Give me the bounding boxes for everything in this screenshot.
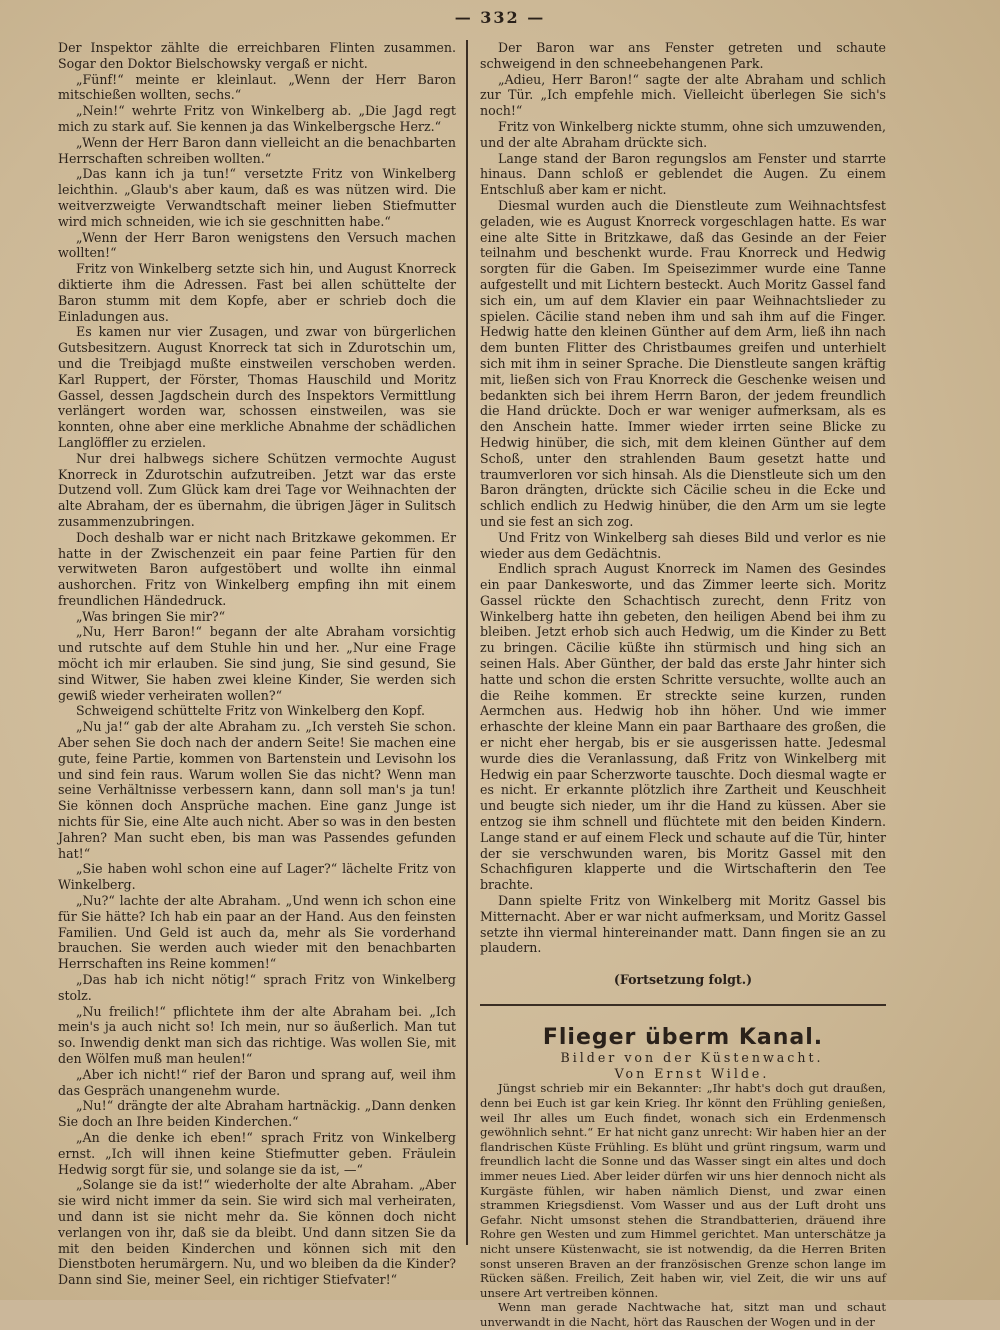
- article-body: [480, 1081, 886, 1329]
- paragraph: „Fünf!“ meinte er kleinlaut. „Wenn der Herr Baron mitschießen wollten, sechs.“: [58, 71, 456, 103]
- paragraph: Lange stand der Baron regungslos am Fenster und starrte hinaus. Dann schloß er geblendet die Augen. Zu einem Entschluß aber kam er nicht.: [480, 150, 886, 198]
- paragraph: Endlich sprach August Knorreck im Namen des Gesindes ein paar Dankesworte, und das Zimmer leerte sich. Moritz Gassel rückte den Schachtisch zurecht, denn Fritz von Winkelberg hatte ihn gebeten, den heiligen Abend bei ihm zu bleiben. Jetzt erhob sich auch Hedwig, um die Kinder zu Bett zu bringen. Cäcilie küßte ihn stürmisch und hing sich an seinen Hals. Aber Günther, der bald das erste Jahr hinter sich hatte und schon die ersten Schritte versuchte, wollte auch an die Reihe kommen. Er streckte seine kurzen, runden Aermchen aus. Hedwig hob ihn höher. Und wie immer erhaschte der kleine Mann ein paar Barthaare des großen, die er nicht eher hergab, bis er sie ausgerissen hatte. Jedesmal wurde dies die Veranlassung, daß Fritz von Winkelberg mit Hedwig ein paar Scherzworte tauschte. Doch diesmal wagte er es nicht. Er erkannte plötzlich ihre Zartheit und Keuschheit und beugte sich nieder, um ihr die Hand zu küssen. Aber sie entzog sie ihm schnell und flüchtete mit den beiden Kindern. Lange stand er auf einem Fleck und schaute auf die Tür, hinter der sie verschwunden waren, bis Moritz Gassel mit den Schachfiguren klapperte und die Wirtschafterin den Tee brachte.: [480, 561, 886, 893]
- paragraph: „Wenn der Herr Baron wenigstens den Versuch machen wollten!“: [58, 229, 456, 261]
- section-divider: [480, 1004, 886, 1006]
- paragraph: Diesmal wurden auch die Dienstleute zum Weihnachtsfest geladen, wie es August Knorreck vorgeschlagen hatte. Es war eine alte Sitte in Britzkawe, daß das Gesinde an der Feier teilnahm und beschenkt wurde. Frau Knorreck und Hedwig sorgten für die Gaben. Im Speisezimmer wurde eine Tanne aufgestellt und mit Lichtern besteckt. Auch Moritz Gassel fand sich ein, um auf dem Klavier ein paar Weihnachtslieder zu spielen. Cäcilie stand neben ihm und sah ihm auf die Finger. Hedwig hatte den kleinen Günther auf dem Arm, ließ ihn nach dem bunten Flitter des Christbaumes greifen und unterhielt sich mit ihm in seiner Sprache. Die Dienstleute sangen kräftig mit, ließen sich von Frau Knorreck die Geschenke weisen und bedankten sich bei ihrem Herrn Baron, der jedem freundlich die Hand drückte. Doch er war weniger aufmerksam, als es den Anschein hatte. Immer wieder irrten seine Blicke zu Hedwig hinüber, die sich, mit dem kleinen Günther auf dem Schoß, unter den strahlenden Baum gesetzt hatte und traumverloren vor sich hinsah. Als die Dienstleute sich um den Baron drängten, drückte sich Cäcilie scheu in die Ecke und schlich endlich zu Hedwig hinüber, die den Arm um sie legte und sie fest an sich zog.: [480, 197, 886, 529]
- article-title: Flieger überm Kanal.: [542, 1025, 824, 1051]
- paragraph: „Nu, Herr Baron!“ begann der alte Abraham vorsichtig und rutschte auf dem Stuhle hin und her. „Nur eine Frage möcht ich mir erlauben. Sie sind jung, Sie sind gesund, Sie sind Witwer, Sie haben zwei kleine Kinder, Sie werden sich gewiß wieder verheiraten wollen?“: [58, 624, 456, 703]
- left-column: [58, 40, 456, 1288]
- paragraph: „Nein!“ wehrte Fritz von Winkelberg ab. „Die Jagd regt mich zu stark auf. Sie kennen ja das Winkelbergsche Herz.“: [58, 103, 456, 134]
- paragraph: Und Fritz von Winkelberg sah dieses Bild und verlor es nie wieder aus dem Gedächtnis.: [480, 529, 886, 561]
- paragraph: Fritz von Winkelberg nickte stumm, ohne sich umzuwenden, und der alte Abraham drückte sich.: [480, 118, 886, 150]
- page-number: — 332 —: [454, 8, 546, 27]
- paragraph: Wenn man gerade Nachtwache hat, sitzt man und schaut unverwandt in die Nacht, hört das Rauschen der Wogen und in der: [480, 1300, 886, 1329]
- paragraph: „Nu?“ lachte der alte Abraham. „Und wenn ich schon eine für Sie hätte? Ich hab ein paar an der Hand. Aus den feinsten Familien. Und Geld ist auch da, mehr als Sie vorderhand brauchen. Sie werden auch wieder mit den benachbarten Herrschaften ins Reine kommen!“: [58, 893, 456, 972]
- paragraph: „Aber ich nicht!“ rief der Baron und sprang auf, weil ihm das Gespräch unangenehm wurde.: [58, 1066, 456, 1098]
- paragraph: „Das kann ich ja tun!“ versetzte Fritz von Winkelberg leichthin. „Glaub's aber kaum, daß es was nützen wird. Die weitverzweigte Verwandtschaft meiner lieben Stiefmutter wird mich schneiden, wie ich sie geschnitten habe.“: [58, 166, 456, 229]
- paragraph: „Nu ja!“ gab der alte Abraham zu. „Ich versteh Sie schon. Aber sehen Sie doch nach der andern Seite! Sie machen eine gute, feine Partie, kommen von Bartenstein und Levisohn los und sind fein raus. Warum wollen Sie das nicht? Wenn man seine Verhältnisse verbessern kann, dann soll man's ja tun! Sie können doch Ansprüche machen. Eine ganz Junge ist nichts für Sie, eine Alte auch nicht. Aber so was in den besten Jahren? Man sucht eben, bis man was Passendes gefunden hat!“: [58, 719, 456, 861]
- paragraph: „Was bringen Sie mir?“: [76, 608, 226, 624]
- right-column: [480, 40, 886, 1329]
- paragraph: „Das hab ich nicht nötig!“ sprach Fritz von Winkelberg stolz.: [58, 972, 456, 1003]
- paragraph: Der Inspektor zählte die erreichbaren Flinten zusammen. Sogar den Doktor Bielschowsky vergaß er nicht.: [58, 40, 456, 71]
- paragraph: „Wenn der Herr Baron dann vielleicht an die benachbarten Herrschaften schreiben wollten.“: [58, 134, 456, 166]
- paragraph: Der Baron war ans Fenster getreten und schaute schweigend in den schneebehangenen Park.: [480, 40, 886, 71]
- paragraph: „Sie haben wohl schon eine auf Lager?“ lächelte Fritz von Winkelberg.: [58, 861, 456, 893]
- paragraph: „Nu freilich!“ pflichtete ihm der alte Abraham bei. „Ich mein's ja auch nicht so! Ich mein, nur so äußerlich. Man tut so. Inwendig denkt man sich das richtige. Was wollen Sie, mit den Wölfen muß man heulen!“: [58, 1003, 456, 1066]
- column-divider: [466, 40, 468, 1245]
- paragraph: Dann spielte Fritz von Winkelberg mit Moritz Gassel bis Mitternacht. Aber er war nicht aufmerksam, und Moritz Gassel setzte ihn viermal hintereinander matt. Dann fingen sie an zu plaudern.: [480, 893, 886, 956]
- paragraph: „Nu!“ drängte der alte Abraham hartnäckig. „Dann denken Sie doch an Ihre beiden Kinderchen.“: [58, 1098, 456, 1130]
- paragraph: Fritz von Winkelberg setzte sich hin, und August Knorreck diktierte ihm die Adressen. Fast bei allen schüttelte der Baron stumm mit dem Kopfe, aber er schrieb doch die Einladungen aus.: [58, 261, 456, 324]
- paragraph: „An die denke ich eben!“ sprach Fritz von Winkelberg ernst. „Ich will ihnen keine Stiefmutter geben. Fräulein Hedwig sorgt für sie, und solange sie da ist, —“: [58, 1129, 456, 1177]
- paragraph: Es kamen nur vier Zusagen, und zwar von bürgerlichen Gutsbesitzern. August Knorreck tat sich in Zdurotschin um, und die Treibjagd mußte einstweilen verschoben werden. Karl Ruppert, der Förster, Thomas Hauschild und Moritz Gassel, dessen Jagdschein durch des Inspektors Vermittlung verlängert worden war, schossen einstweilen, was sie konnten, ohne aber eine merkliche Abnahme der schädlichen Langlöffler zu erzielen.: [58, 324, 456, 450]
- paragraph: „Adieu, Herr Baron!“ sagte der alte Abraham und schlich zur Tür. „Ich empfehle mich. Vielleicht überlegen Sie sich's noch!“: [480, 71, 886, 119]
- paragraph: „Solange sie da ist!“ wiederholte der alte Abraham. „Aber sie wird nicht immer da sein. Sie wird sich mal verheiraten, und dann ist sie nicht mehr da. Sie können doch nicht verlangen von ihr, daß sie da bleibt. Und dann sitzen Sie da mit den beiden Kinderchen und können sich mit den Dienstboten herumärgern. Nu, und wo bleiben da die Kinder? Dann sind Sie, meiner Seel, ein richtiger Stiefvater!“: [58, 1177, 456, 1288]
- paragraph: Doch deshalb war er nicht nach Britzkawe gekommen. Er hatte in der Zwischenzeit ein paar feine Partien für den verwitweten Baron aufgestöbert und wollte ihn einmal aushorchen. Fritz von Winkelberg empfing ihn mit einem freundlichen Händedruck.: [58, 529, 456, 608]
- article-subtitle: Bilder von der Küstenwacht.: [560, 1049, 824, 1065]
- continuation-note: (Fortsetzung folgt.): [613, 972, 753, 988]
- article-author: Von Ernst Wilde.: [614, 1065, 770, 1081]
- paragraph: Jüngst schrieb mir ein Bekannter: „Ihr habt's doch gut draußen, denn bei Euch ist gar kein Krieg. Ihr könnt den Frühling genießen, weil Ihr alles um Euch findet, wonach sich ein Erdenmensch gewöhnlich sehnt.“ Er hat nicht ganz unrecht: Wir haben hier an der flandrischen Küste Frühling. Es blüht und grünt ringsum, warm und freundlich lacht die Sonne und das Wasser singt ein altes und doch immer neues Lied. Aber leider dürfen wir uns hier dennoch nicht als Kurgäste fühlen, wir haben nämlich Dienst, und zwar einen strammen Kriegsdienst. Vom Wasser und aus der Luft droht uns Gefahr. Nicht umsonst stehen die Strandbatterien, dräuend ihre Rohre gen Westen und zum Himmel gerichtet. Man unterschätze ja nicht unsere Küstenwacht, sie ist notwendig, da die Herren Briten sonst unseren Braven an der französischen Grenze schon lange im Rücken säßen. Freilich, Zeit haben wir, viel Zeit, die wir uns auf unsere Art vertreiben können.: [480, 1081, 886, 1300]
- paragraph: Schweigend schüttelte Fritz von Winkelberg den Kopf.: [76, 703, 426, 719]
- paragraph: Nur drei halbwegs sichere Schützen vermochte August Knorreck in Zdurotschin aufzutreiben. Jetzt war das erste Dutzend voll. Zum Glück kam drei Tage vor Weihnachten der alte Abraham, der es übernahm, die übrigen Jäger in Sulitsch zusammenzubringen.: [58, 450, 456, 529]
